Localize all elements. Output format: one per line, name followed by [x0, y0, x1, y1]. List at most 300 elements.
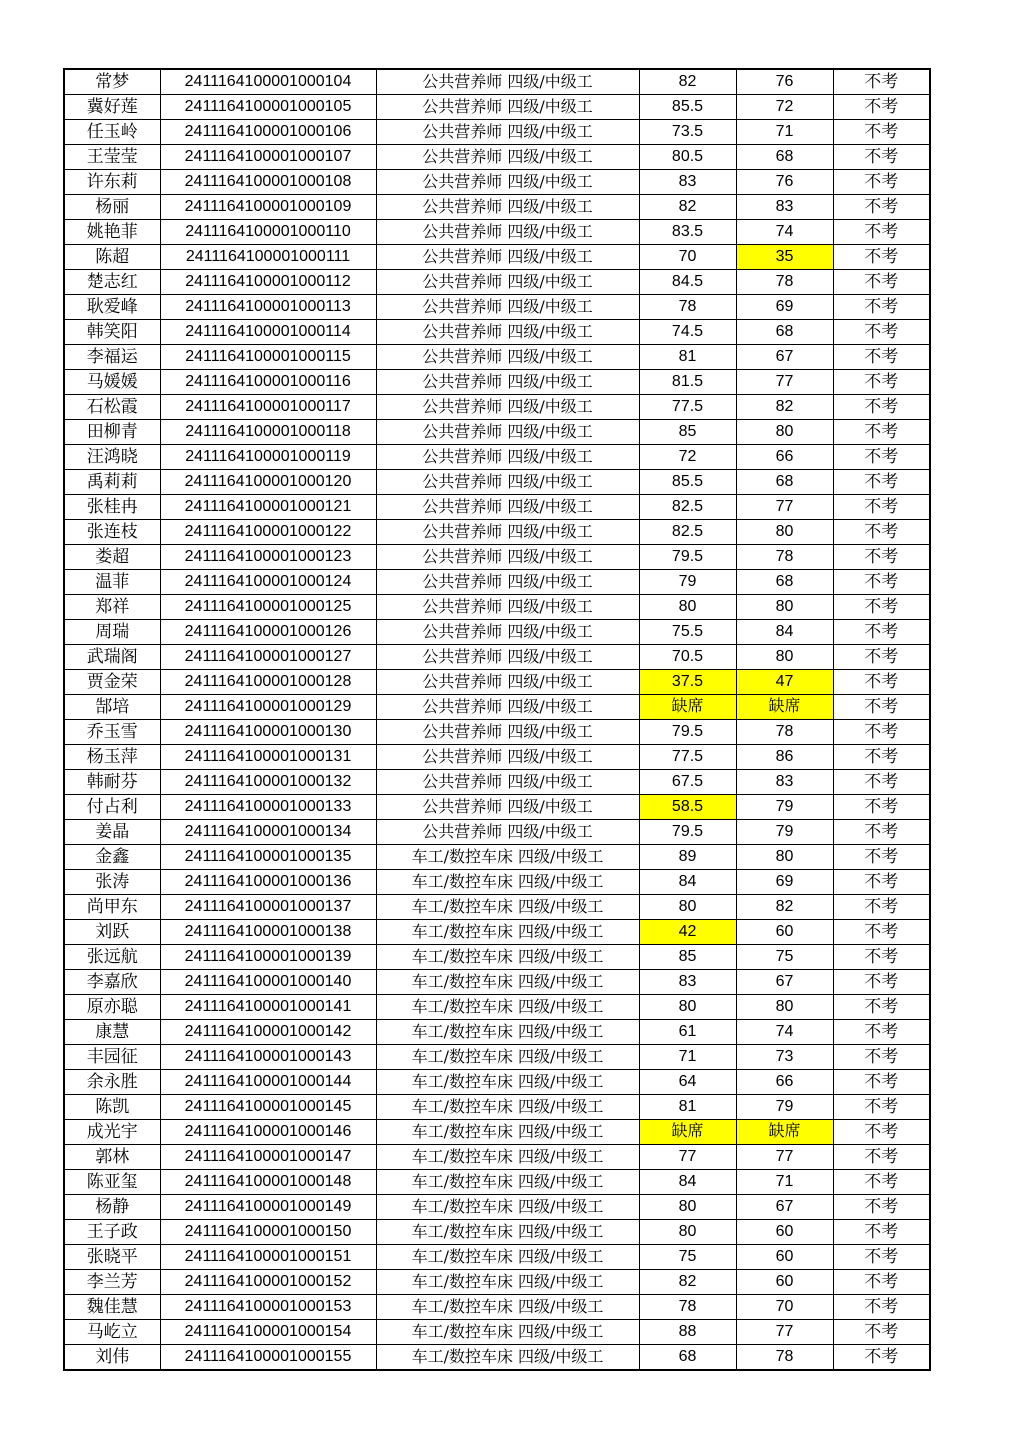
table-row — [64, 220, 930, 245]
table-row — [64, 245, 930, 270]
skill-score: 83 — [736, 195, 833, 220]
remark: 不考 — [833, 95, 930, 120]
table-row — [64, 795, 930, 820]
candidate-id: 2411164100001000140 — [160, 970, 376, 995]
theory-score: 缺席 — [639, 1120, 736, 1145]
candidate-name: 许东莉 — [64, 170, 160, 195]
table-row — [64, 670, 930, 695]
occupation-level: 车工/数控车床 四级/中级工 — [376, 1145, 639, 1170]
candidate-name: 杨静 — [64, 1195, 160, 1220]
occupation-level: 车工/数控车床 四级/中级工 — [376, 1095, 639, 1120]
theory-score: 42 — [639, 920, 736, 945]
candidate-name: 周瑞 — [64, 620, 160, 645]
occupation-level: 车工/数控车床 四级/中级工 — [376, 970, 639, 995]
skill-score: 68 — [736, 320, 833, 345]
skill-score: 70 — [736, 1295, 833, 1320]
remark: 不考 — [833, 1270, 930, 1295]
candidate-name: 张桂冉 — [64, 495, 160, 520]
candidate-name: 魏佳慧 — [64, 1295, 160, 1320]
theory-score: 82.5 — [639, 520, 736, 545]
theory-score: 81.5 — [639, 370, 736, 395]
theory-score: 84.5 — [639, 270, 736, 295]
candidate-id: 2411164100001000154 — [160, 1320, 376, 1345]
theory-score: 85.5 — [639, 95, 736, 120]
theory-score: 82 — [639, 69, 736, 95]
occupation-level: 公共营养师 四级/中级工 — [376, 170, 639, 195]
remark: 不考 — [833, 170, 930, 195]
skill-score: 78 — [736, 545, 833, 570]
skill-score: 80 — [736, 595, 833, 620]
skill-score: 69 — [736, 870, 833, 895]
candidate-id: 2411164100001000139 — [160, 945, 376, 970]
candidate-id: 2411164100001000142 — [160, 1020, 376, 1045]
occupation-level: 公共营养师 四级/中级工 — [376, 245, 639, 270]
occupation-level: 车工/数控车床 四级/中级工 — [376, 845, 639, 870]
occupation-level: 公共营养师 四级/中级工 — [376, 320, 639, 345]
remark: 不考 — [833, 795, 930, 820]
candidate-id: 2411164100001000134 — [160, 820, 376, 845]
theory-score: 83.5 — [639, 220, 736, 245]
table-row — [64, 1070, 930, 1095]
skill-score: 缺席 — [736, 1120, 833, 1145]
theory-score: 58.5 — [639, 795, 736, 820]
table-row — [64, 1045, 930, 1070]
candidate-id: 2411164100001000106 — [160, 120, 376, 145]
skill-score: 83 — [736, 770, 833, 795]
remark: 不考 — [833, 695, 930, 720]
table-row — [64, 170, 930, 195]
occupation-level: 车工/数控车床 四级/中级工 — [376, 1120, 639, 1145]
skill-score: 68 — [736, 570, 833, 595]
table-row — [64, 95, 930, 120]
candidate-id: 2411164100001000128 — [160, 670, 376, 695]
remark: 不考 — [833, 220, 930, 245]
skill-score: 77 — [736, 1145, 833, 1170]
occupation-level: 车工/数控车床 四级/中级工 — [376, 920, 639, 945]
occupation-level: 公共营养师 四级/中级工 — [376, 695, 639, 720]
remark: 不考 — [833, 1245, 930, 1270]
candidate-name: 田柳青 — [64, 420, 160, 445]
remark: 不考 — [833, 545, 930, 570]
candidate-name: 张远航 — [64, 945, 160, 970]
candidate-id: 2411164100001000123 — [160, 545, 376, 570]
skill-score: 77 — [736, 370, 833, 395]
skill-score: 68 — [736, 145, 833, 170]
candidate-id: 2411164100001000129 — [160, 695, 376, 720]
candidate-id: 2411164100001000141 — [160, 995, 376, 1020]
table-row — [64, 695, 930, 720]
candidate-name: 余永胜 — [64, 1070, 160, 1095]
candidate-name: 禹莉莉 — [64, 470, 160, 495]
occupation-level: 公共营养师 四级/中级工 — [376, 145, 639, 170]
remark: 不考 — [833, 1095, 930, 1120]
occupation-level: 公共营养师 四级/中级工 — [376, 745, 639, 770]
theory-score: 79 — [639, 570, 736, 595]
remark: 不考 — [833, 69, 930, 95]
theory-score: 80 — [639, 595, 736, 620]
skill-score: 73 — [736, 1045, 833, 1070]
skill-score: 84 — [736, 620, 833, 645]
skill-score: 75 — [736, 945, 833, 970]
remark: 不考 — [833, 1295, 930, 1320]
remark: 不考 — [833, 970, 930, 995]
remark: 不考 — [833, 620, 930, 645]
candidate-name: 楚志红 — [64, 270, 160, 295]
theory-score: 84 — [639, 1170, 736, 1195]
occupation-level: 车工/数控车床 四级/中级工 — [376, 1020, 639, 1045]
occupation-level: 车工/数控车床 四级/中级工 — [376, 1045, 639, 1070]
skill-score: 78 — [736, 270, 833, 295]
candidate-id: 2411164100001000115 — [160, 345, 376, 370]
candidate-id: 2411164100001000147 — [160, 1145, 376, 1170]
table-row — [64, 920, 930, 945]
theory-score: 85 — [639, 945, 736, 970]
theory-score: 68 — [639, 1345, 736, 1371]
theory-score: 77 — [639, 1145, 736, 1170]
candidate-name: 张涛 — [64, 870, 160, 895]
table-row — [64, 1320, 930, 1345]
table-row — [64, 870, 930, 895]
occupation-level: 车工/数控车床 四级/中级工 — [376, 1170, 639, 1195]
theory-score: 75 — [639, 1245, 736, 1270]
remark: 不考 — [833, 1145, 930, 1170]
occupation-level: 公共营养师 四级/中级工 — [376, 395, 639, 420]
remark: 不考 — [833, 1170, 930, 1195]
skill-score: 60 — [736, 920, 833, 945]
theory-score: 67.5 — [639, 770, 736, 795]
theory-score: 80 — [639, 995, 736, 1020]
theory-score: 37.5 — [639, 670, 736, 695]
candidate-name: 王子政 — [64, 1220, 160, 1245]
remark: 不考 — [833, 1195, 930, 1220]
remark: 不考 — [833, 745, 930, 770]
skill-score: 60 — [736, 1220, 833, 1245]
table-row — [64, 520, 930, 545]
remark: 不考 — [833, 945, 930, 970]
remark: 不考 — [833, 1320, 930, 1345]
remark: 不考 — [833, 345, 930, 370]
remark: 不考 — [833, 595, 930, 620]
theory-score: 83 — [639, 170, 736, 195]
candidate-id: 2411164100001000146 — [160, 1120, 376, 1145]
occupation-level: 公共营养师 四级/中级工 — [376, 645, 639, 670]
candidate-name: 郑祥 — [64, 595, 160, 620]
theory-score: 77.5 — [639, 395, 736, 420]
remark: 不考 — [833, 1020, 930, 1045]
candidate-name: 马媛媛 — [64, 370, 160, 395]
skill-score: 80 — [736, 995, 833, 1020]
remark: 不考 — [833, 395, 930, 420]
occupation-level: 公共营养师 四级/中级工 — [376, 120, 639, 145]
table-row — [64, 645, 930, 670]
remark: 不考 — [833, 145, 930, 170]
candidate-name: 陈超 — [64, 245, 160, 270]
candidate-id: 2411164100001000122 — [160, 520, 376, 545]
remark: 不考 — [833, 570, 930, 595]
candidate-id: 2411164100001000153 — [160, 1295, 376, 1320]
remark: 不考 — [833, 320, 930, 345]
skill-score: 74 — [736, 1020, 833, 1045]
remark: 不考 — [833, 270, 930, 295]
theory-score: 83 — [639, 970, 736, 995]
occupation-level: 车工/数控车床 四级/中级工 — [376, 870, 639, 895]
table-row — [64, 370, 930, 395]
candidate-id: 2411164100001000137 — [160, 895, 376, 920]
candidate-id: 2411164100001000149 — [160, 1195, 376, 1220]
remark: 不考 — [833, 1220, 930, 1245]
table-row — [64, 1120, 930, 1145]
theory-score: 88 — [639, 1320, 736, 1345]
theory-score: 64 — [639, 1070, 736, 1095]
candidate-name: 刘伟 — [64, 1345, 160, 1371]
theory-score: 61 — [639, 1020, 736, 1045]
skill-score: 82 — [736, 395, 833, 420]
candidate-id: 2411164100001000127 — [160, 645, 376, 670]
candidate-id: 2411164100001000107 — [160, 145, 376, 170]
theory-score: 79.5 — [639, 720, 736, 745]
occupation-level: 公共营养师 四级/中级工 — [376, 795, 639, 820]
occupation-level: 公共营养师 四级/中级工 — [376, 220, 639, 245]
candidate-name: 付占利 — [64, 795, 160, 820]
occupation-level: 车工/数控车床 四级/中级工 — [376, 1295, 639, 1320]
occupation-level: 车工/数控车床 四级/中级工 — [376, 1245, 639, 1270]
theory-score: 72 — [639, 445, 736, 470]
theory-score: 80 — [639, 1195, 736, 1220]
skill-score: 74 — [736, 220, 833, 245]
table-row — [64, 470, 930, 495]
skill-score: 80 — [736, 845, 833, 870]
skill-score: 79 — [736, 820, 833, 845]
remark: 不考 — [833, 245, 930, 270]
table-row — [64, 570, 930, 595]
skill-score: 67 — [736, 970, 833, 995]
candidate-name: 尚甲东 — [64, 895, 160, 920]
occupation-level: 公共营养师 四级/中级工 — [376, 720, 639, 745]
candidate-id: 2411164100001000104 — [160, 69, 376, 95]
theory-score: 89 — [639, 845, 736, 870]
theory-score: 78 — [639, 1295, 736, 1320]
candidate-name: 李福运 — [64, 345, 160, 370]
skill-score: 79 — [736, 795, 833, 820]
skill-score: 80 — [736, 420, 833, 445]
skill-score: 71 — [736, 120, 833, 145]
candidate-name: 乔玉雪 — [64, 720, 160, 745]
candidate-id: 2411164100001000138 — [160, 920, 376, 945]
occupation-level: 公共营养师 四级/中级工 — [376, 520, 639, 545]
table-row — [64, 445, 930, 470]
occupation-level: 车工/数控车床 四级/中级工 — [376, 1195, 639, 1220]
skill-score: 68 — [736, 470, 833, 495]
candidate-name: 李嘉欣 — [64, 970, 160, 995]
skill-score: 82 — [736, 895, 833, 920]
table-row — [64, 745, 930, 770]
candidate-id: 2411164100001000121 — [160, 495, 376, 520]
table-row — [64, 1270, 930, 1295]
table-row — [64, 820, 930, 845]
occupation-level: 公共营养师 四级/中级工 — [376, 820, 639, 845]
table-row — [64, 1245, 930, 1270]
occupation-level: 车工/数控车床 四级/中级工 — [376, 1220, 639, 1245]
score-table-body — [64, 69, 930, 1370]
skill-score: 60 — [736, 1245, 833, 1270]
candidate-name: 杨玉萍 — [64, 745, 160, 770]
occupation-level: 车工/数控车床 四级/中级工 — [376, 995, 639, 1020]
occupation-level: 公共营养师 四级/中级工 — [376, 595, 639, 620]
table-row — [64, 1170, 930, 1195]
remark: 不考 — [833, 195, 930, 220]
candidate-name: 陈亚玺 — [64, 1170, 160, 1195]
occupation-level: 车工/数控车床 四级/中级工 — [376, 1320, 639, 1345]
skill-score: 60 — [736, 1270, 833, 1295]
skill-score: 69 — [736, 295, 833, 320]
occupation-level: 公共营养师 四级/中级工 — [376, 670, 639, 695]
candidate-id: 2411164100001000113 — [160, 295, 376, 320]
remark: 不考 — [833, 645, 930, 670]
skill-score: 66 — [736, 1070, 833, 1095]
remark: 不考 — [833, 1070, 930, 1095]
theory-score: 80 — [639, 1220, 736, 1245]
candidate-id: 2411164100001000131 — [160, 745, 376, 770]
table-row — [64, 495, 930, 520]
candidate-name: 冀好莲 — [64, 95, 160, 120]
skill-score: 67 — [736, 345, 833, 370]
candidate-id: 2411164100001000124 — [160, 570, 376, 595]
candidate-id: 2411164100001000109 — [160, 195, 376, 220]
candidate-id: 2411164100001000112 — [160, 270, 376, 295]
candidate-name: 成光宇 — [64, 1120, 160, 1145]
candidate-name: 张晓平 — [64, 1245, 160, 1270]
skill-score: 80 — [736, 520, 833, 545]
candidate-name: 韩笑阳 — [64, 320, 160, 345]
table-row — [64, 1195, 930, 1220]
table-row — [64, 1020, 930, 1045]
table-row — [64, 845, 930, 870]
occupation-level: 公共营养师 四级/中级工 — [376, 545, 639, 570]
skill-score: 76 — [736, 69, 833, 95]
remark: 不考 — [833, 420, 930, 445]
remark: 不考 — [833, 820, 930, 845]
candidate-name: 张连枝 — [64, 520, 160, 545]
skill-score: 79 — [736, 1095, 833, 1120]
occupation-level: 公共营养师 四级/中级工 — [376, 270, 639, 295]
remark: 不考 — [833, 870, 930, 895]
candidate-name: 李兰芳 — [64, 1270, 160, 1295]
remark: 不考 — [833, 895, 930, 920]
theory-score: 77.5 — [639, 745, 736, 770]
remark: 不考 — [833, 295, 930, 320]
skill-score: 77 — [736, 495, 833, 520]
table-row — [64, 270, 930, 295]
table-row — [64, 1095, 930, 1120]
candidate-name: 郭林 — [64, 1145, 160, 1170]
skill-score: 67 — [736, 1195, 833, 1220]
candidate-name: 贾金荣 — [64, 670, 160, 695]
remark: 不考 — [833, 495, 930, 520]
remark: 不考 — [833, 520, 930, 545]
candidate-name: 马屹立 — [64, 1320, 160, 1345]
theory-score: 82 — [639, 195, 736, 220]
theory-score: 82 — [639, 1270, 736, 1295]
table-row — [64, 995, 930, 1020]
theory-score: 70 — [639, 245, 736, 270]
remark: 不考 — [833, 370, 930, 395]
table-row — [64, 595, 930, 620]
candidate-name: 武瑞阁 — [64, 645, 160, 670]
theory-score: 73.5 — [639, 120, 736, 145]
table-row — [64, 195, 930, 220]
occupation-level: 公共营养师 四级/中级工 — [376, 295, 639, 320]
theory-score: 80 — [639, 895, 736, 920]
theory-score: 79.5 — [639, 545, 736, 570]
candidate-id: 2411164100001000118 — [160, 420, 376, 445]
candidate-id: 2411164100001000136 — [160, 870, 376, 895]
theory-score: 81 — [639, 1095, 736, 1120]
candidate-name: 丰园征 — [64, 1045, 160, 1070]
occupation-level: 公共营养师 四级/中级工 — [376, 420, 639, 445]
candidate-name: 杨丽 — [64, 195, 160, 220]
theory-score: 75.5 — [639, 620, 736, 645]
candidate-name: 任玉岭 — [64, 120, 160, 145]
score-table — [63, 68, 931, 1371]
remark: 不考 — [833, 1120, 930, 1145]
occupation-level: 公共营养师 四级/中级工 — [376, 620, 639, 645]
candidate-name: 王莹莹 — [64, 145, 160, 170]
occupation-level: 车工/数控车床 四级/中级工 — [376, 1270, 639, 1295]
table-row — [64, 945, 930, 970]
table-row — [64, 770, 930, 795]
remark: 不考 — [833, 1345, 930, 1371]
candidate-id: 2411164100001000145 — [160, 1095, 376, 1120]
candidate-id: 2411164100001000119 — [160, 445, 376, 470]
skill-score: 35 — [736, 245, 833, 270]
remark: 不考 — [833, 720, 930, 745]
candidate-id: 2411164100001000114 — [160, 320, 376, 345]
candidate-name: 汪鸿晓 — [64, 445, 160, 470]
candidate-id: 2411164100001000125 — [160, 595, 376, 620]
skill-score: 72 — [736, 95, 833, 120]
remark: 不考 — [833, 120, 930, 145]
occupation-level: 公共营养师 四级/中级工 — [376, 69, 639, 95]
candidate-id: 2411164100001000132 — [160, 770, 376, 795]
theory-score: 80.5 — [639, 145, 736, 170]
occupation-level: 车工/数控车床 四级/中级工 — [376, 945, 639, 970]
candidate-id: 2411164100001000105 — [160, 95, 376, 120]
candidate-id: 2411164100001000130 — [160, 720, 376, 745]
remark: 不考 — [833, 670, 930, 695]
skill-score: 76 — [736, 170, 833, 195]
table-row — [64, 69, 930, 95]
table-row — [64, 345, 930, 370]
theory-score: 70.5 — [639, 645, 736, 670]
table-row — [64, 320, 930, 345]
skill-score: 80 — [736, 645, 833, 670]
table-row — [64, 1345, 930, 1371]
candidate-id: 2411164100001000133 — [160, 795, 376, 820]
candidate-id: 2411164100001000144 — [160, 1070, 376, 1095]
candidate-name: 陈凯 — [64, 1095, 160, 1120]
candidate-name: 郜培 — [64, 695, 160, 720]
candidate-name: 刘跃 — [64, 920, 160, 945]
occupation-level: 公共营养师 四级/中级工 — [376, 470, 639, 495]
candidate-name: 康慧 — [64, 1020, 160, 1045]
remark: 不考 — [833, 770, 930, 795]
theory-score: 78 — [639, 295, 736, 320]
candidate-id: 2411164100001000148 — [160, 1170, 376, 1195]
occupation-level: 公共营养师 四级/中级工 — [376, 770, 639, 795]
candidate-id: 2411164100001000117 — [160, 395, 376, 420]
candidate-name: 温菲 — [64, 570, 160, 595]
skill-score: 78 — [736, 720, 833, 745]
